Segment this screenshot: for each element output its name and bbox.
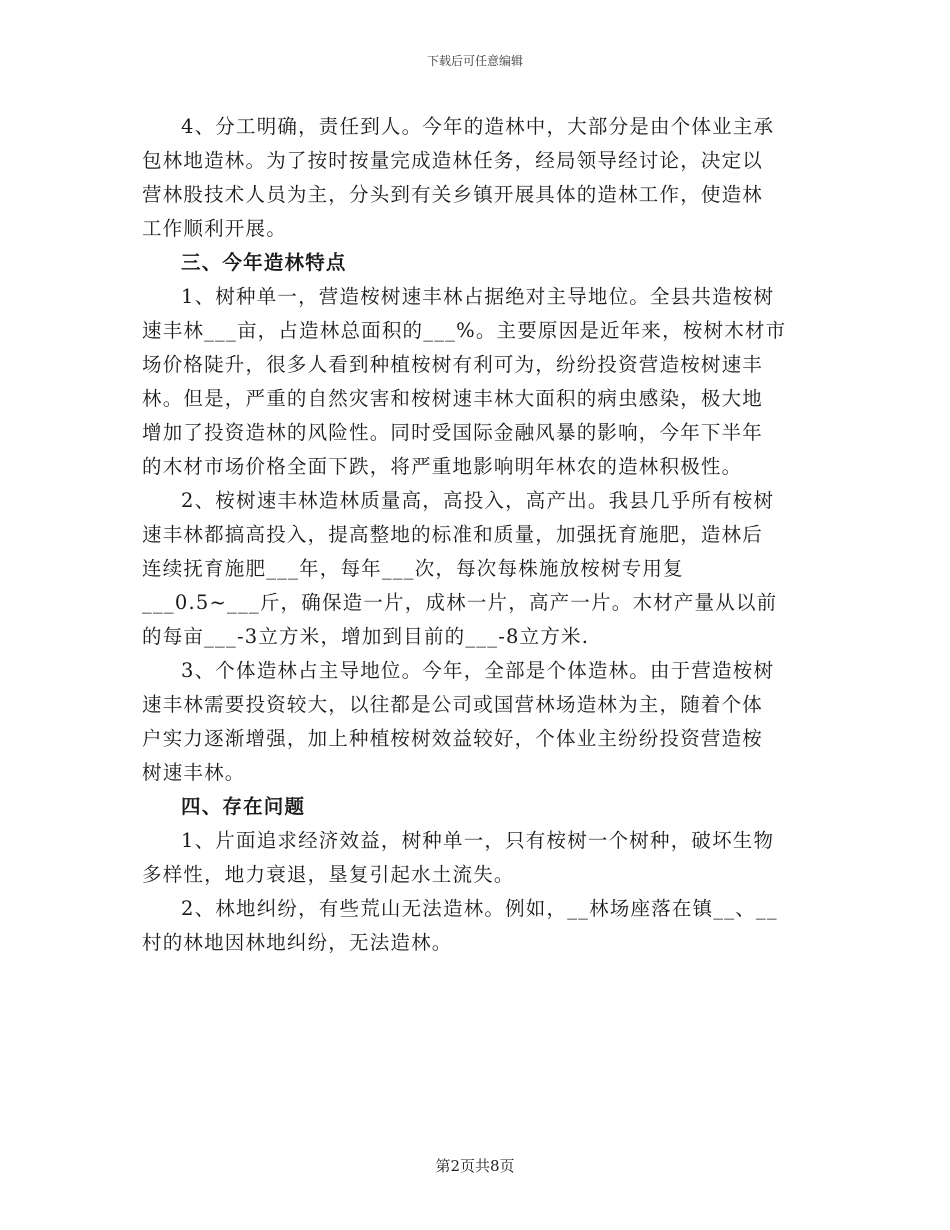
- page-footer-page-number: 第2页共8页: [435, 1157, 515, 1175]
- paragraph-land-dispute: [142, 892, 810, 960]
- text-line: 的木材市场价格全面下跌，将严重地影响明年林农的造林积极性。: [142, 455, 743, 478]
- text-line: 增加了投资造林的风险性。同时受国际金融风暴的影响，今年下半年: [142, 421, 764, 444]
- text-line: 连续抚育施肥___年，每年___次，每次每株施放桉树专用复: [142, 557, 684, 580]
- text-line: 村的林地因林地纠纷，无法造林。: [142, 931, 453, 954]
- text-line: 林。但是，严重的自然灾害和桉树速丰林大面积的病虫感染，极大地: [142, 387, 764, 410]
- paragraph-individual-planting: [142, 654, 810, 790]
- text-line: 树速丰林。: [142, 761, 246, 784]
- text-line: 营林股技术人员为主，分头到有关乡镇开展具体的造林工作，使造林: [142, 183, 764, 206]
- text-line: ___0.5~___斤，确保造一片，成林一片，高产一片。木材产量从以前: [142, 591, 778, 614]
- document-body: [142, 110, 810, 960]
- text-line: 2、桉树速丰林造林质量高，高投入，高产出。我县几乎所有桉树: [181, 489, 775, 512]
- text-line: 1、片面追求经济效益，树种单一，只有桉树一个树种，破坏生物: [181, 829, 775, 852]
- paragraph-division-of-labor: [142, 110, 810, 246]
- text-line: 的每亩___-3立方米，增加到目前的___-8立方米.: [142, 625, 590, 648]
- text-line: 2、林地纠纷，有些荒山无法造林。例如，__林场座落在镇__、__: [181, 897, 778, 920]
- text-line: 包林地造林。为了按时按量完成造林任务，经局领导经讨论，决定以: [142, 149, 764, 172]
- section-heading-features: 三、今年造林特点: [181, 251, 347, 274]
- text-line: 多样性，地力衰退，垦复引起水土流失。: [142, 863, 515, 886]
- paragraph-high-quality: [142, 484, 810, 654]
- text-line: 速丰林都搞高投入，提高整地的标准和质量，加强抚育施肥，造林后: [142, 523, 764, 546]
- text-line: 4、分工明确，责任到人。今年的造林中，大部分是由个体业主承: [181, 115, 775, 138]
- text-line: 场价格陡升，很多人看到种植桉树有利可为，纷纷投资营造桉树速丰: [142, 353, 764, 376]
- text-line: 3、个体造林占主导地位。今年，全部是个体造林。由于营造桉树: [181, 659, 775, 682]
- paragraph-economic-benefit: [142, 824, 810, 892]
- text-line: 速丰林需要投资较大，以往都是公司或国营林场造林为主，随着个体: [142, 693, 764, 716]
- page-header: 下载后可任意编辑: [426, 54, 523, 68]
- text-line: 户实力逐渐增强，加上种植桉树效益较好，个体业主纷纷投资营造桉: [142, 727, 764, 750]
- text-line: 1、树种单一，营造桉树速丰林占据绝对主导地位。全县共造桉树: [181, 285, 775, 308]
- section-heading-problems: 四、存在问题: [181, 795, 306, 818]
- text-line: 工作顺利开展。: [142, 217, 287, 240]
- text-line: 速丰林___亩，占造林总面积的___%。主要原因是近年来，桉树木材市: [142, 319, 787, 342]
- paragraph-single-species: [142, 280, 810, 484]
